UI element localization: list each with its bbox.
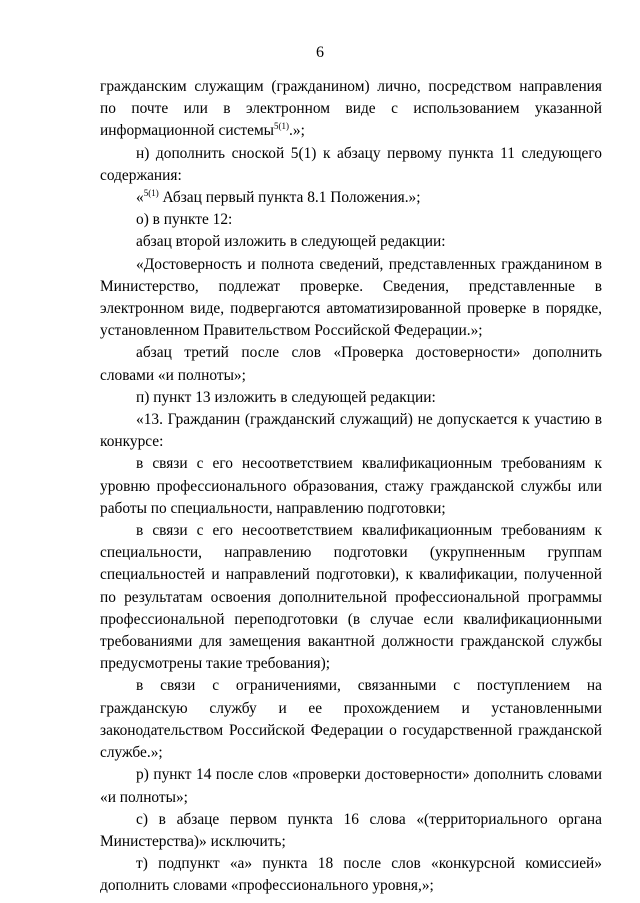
paragraph-text: гражданским служащим (гражданином) лично, посредством направления по почте или в электронном виде с использованием указанной информационной системы: [100, 78, 602, 140]
paragraph: о) в пункте 12:: [136, 211, 233, 229]
paragraph: абзац второй изложить в следующей редакции:: [136, 233, 446, 251]
paragraph: «13. Гражданин (гражданский служащий) не допускается к участию в конкурсе:: [100, 411, 602, 451]
footnote-ref: 5(1): [143, 188, 159, 199]
paragraph: абзац третий после слов «Проверка достоверности» дополнить словами «и полноты»;: [100, 344, 602, 384]
paragraph-text: Абзац первый пункта 8.1 Положения.»;: [158, 189, 421, 207]
paragraph-continuation: [100, 76, 602, 143]
paragraph-text: «: [136, 189, 144, 207]
paragraph: в связи с ограничениями, связанными с поступлением на гражданскую службу и ее прохождением и установленными законодательством Российской Федерации о государственной гражданской службе.»;: [100, 677, 602, 762]
page-number: 6: [316, 44, 324, 61]
paragraph: с) в абзаце первом пункта 16 слова «(территориального органа Министерства)» исключить;: [100, 810, 602, 850]
paragraph: т) подпункт «а» пункта 18 после слов «конкурсной комиссией» дополнить словами «профессионального уровня,»;: [100, 855, 602, 895]
document-body: [100, 76, 602, 898]
paragraph: н) дополнить сноской 5(1) к абзацу первому пункта 11 следующего содержания:: [100, 144, 602, 184]
paragraph: р) пункт 14 после слов «проверки достоверности» дополнить словами «и полноты»;: [100, 766, 602, 806]
paragraph: в связи с его несоответствием квалификационным требованиям к уровню профессионального образования, стажу гражданской службы или работы по специальности, направлению подготовки;: [100, 455, 602, 517]
footnote-ref: 5(1): [274, 121, 290, 132]
paragraph: п) пункт 13 изложить в следующей редакции:: [136, 388, 436, 406]
paragraph: в связи с его несоответствием квалификационным требованиям к специальности, направлению подготовки (укрупненным группам специальностей и направлений подготовки), к квалификации, полученной по результатам освоения дополнительной профессиональной программы профессиональной переподготовки (в случае если квалификационными требованиями для замещения вакантной должности гражданской службы предусмотрены такие требования);: [100, 522, 602, 673]
paragraph: «Достоверность и полнота сведений, представленных гражданином в Министерство, подлежат проверке. Сведения, представленные в электронном виде, подвергаются автоматизированной проверке в порядке, установленном Правительством Российской Федерации.»;: [100, 255, 602, 340]
paragraph-footnote-text: [100, 187, 602, 209]
paragraph-text: .»;: [289, 122, 305, 140]
